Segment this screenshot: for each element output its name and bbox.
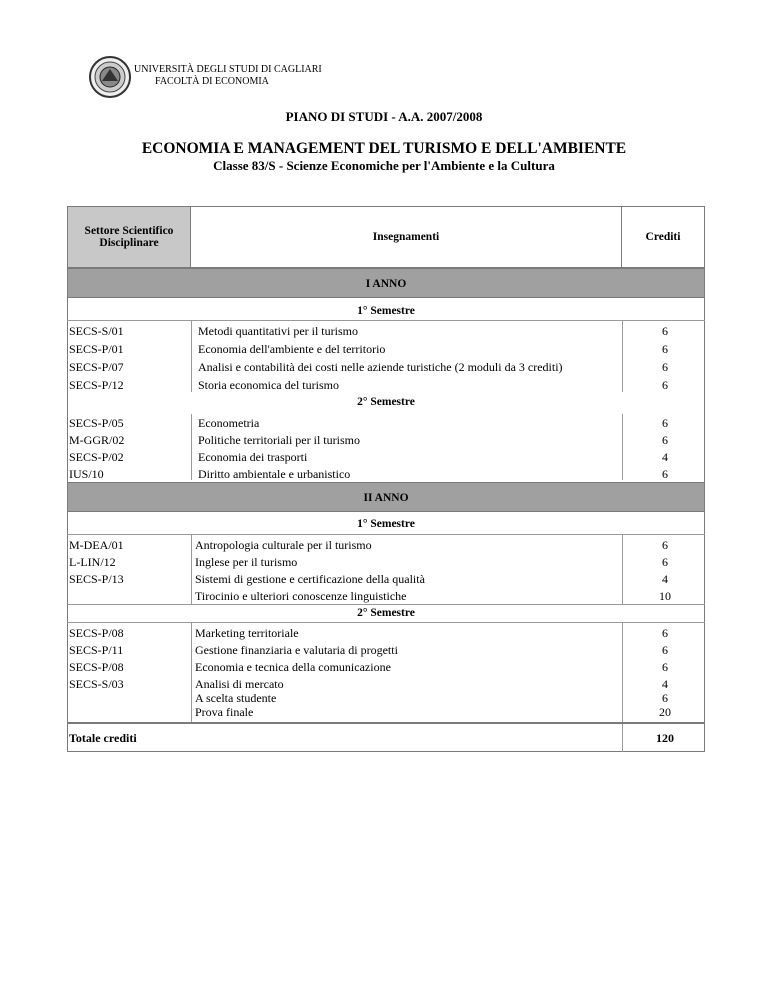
table-row: SECS-P/02 Economia dei trasporti 4 — [69, 450, 668, 464]
table-row: L-LIN/12 Inglese per il turismo 6 — [69, 555, 668, 569]
divider — [67, 534, 705, 535]
year-1-band: I ANNO — [67, 268, 705, 298]
table-row: SECS-S/03 Analisi di mercato 4 — [69, 677, 668, 691]
university-seal-icon — [88, 55, 132, 99]
total-value: 120 — [656, 731, 674, 745]
total-label: Totale crediti — [69, 731, 137, 745]
table-row: Tirocinio e ulteriori conoscenze linguistiche 10 — [195, 589, 671, 603]
table-row: A scelta studente 6 — [195, 691, 668, 705]
page-title: PIANO DI STUDI - A.A. 2007/2008 — [285, 109, 483, 124]
header-crediti: Crediti — [622, 206, 705, 268]
year-2-sem-1-label: 1° Semestre — [357, 518, 415, 530]
table-row: SECS-P/12 Storia economica del turismo 6 — [69, 378, 668, 392]
header-ssd: Settore Scientifico Disciplinare — [67, 206, 191, 268]
course-title: ECONOMIA E MANAGEMENT DEL TURISMO E DELL'AMBIENTE — [141, 140, 627, 157]
course-class: Classe 83/S - Scienze Economiche per l'Ambiente e la Cultura — [213, 158, 555, 173]
table-row: SECS-P/11 Gestione finanziaria e valutaria di progetti 6 — [69, 643, 668, 657]
table-row: SECS-P/08 Marketing territoriale 6 — [69, 626, 668, 640]
table-row: IUS/10 Diritto ambientale e urbanistico 6 — [69, 467, 668, 481]
table-row: SECS-P/05 Econometria 6 — [69, 416, 668, 430]
header-insegnamenti: Insegnamenti — [191, 206, 622, 268]
total-row — [67, 729, 705, 747]
divider — [67, 622, 705, 623]
year-2-band: II ANNO — [67, 482, 705, 512]
table-row: M-DEA/01 Antropologia culturale per il turismo 6 — [69, 538, 668, 552]
divider — [67, 722, 705, 724]
table-row: Prova finale 20 — [195, 705, 671, 719]
table-row: SECS-S/01 Metodi quantitativi per il turismo 6 — [69, 324, 668, 338]
year-1-sem-1-label: 1° Semestre — [357, 305, 415, 317]
year-2-sem-2-label: 2° Semestre — [357, 607, 415, 619]
table-row: SECS-P/13 Sistemi di gestione e certificazione della qualità 4 — [69, 572, 668, 586]
divider — [67, 320, 705, 321]
table-row: SECS-P/08 Economia e tecnica della comunicazione 6 — [69, 660, 668, 674]
faculty-name: FACOLTÀ DI ECONOMIA — [155, 76, 269, 87]
year-1-sem-2-label: 2° Semestre — [357, 396, 415, 408]
university-name: UNIVERSITÀ DEGLI STUDI DI CAGLIARI — [134, 64, 322, 75]
table-row: SECS-P/07 Analisi e contabilità dei costi nelle aziende turistiche (2 moduli da 3 crediti) 6 — [69, 360, 668, 374]
table-row: M-GGR/02 Politiche territoriali per il turismo 6 — [69, 433, 668, 447]
table-row: SECS-P/01 Economia dell'ambiente e del territorio 6 — [69, 342, 668, 356]
